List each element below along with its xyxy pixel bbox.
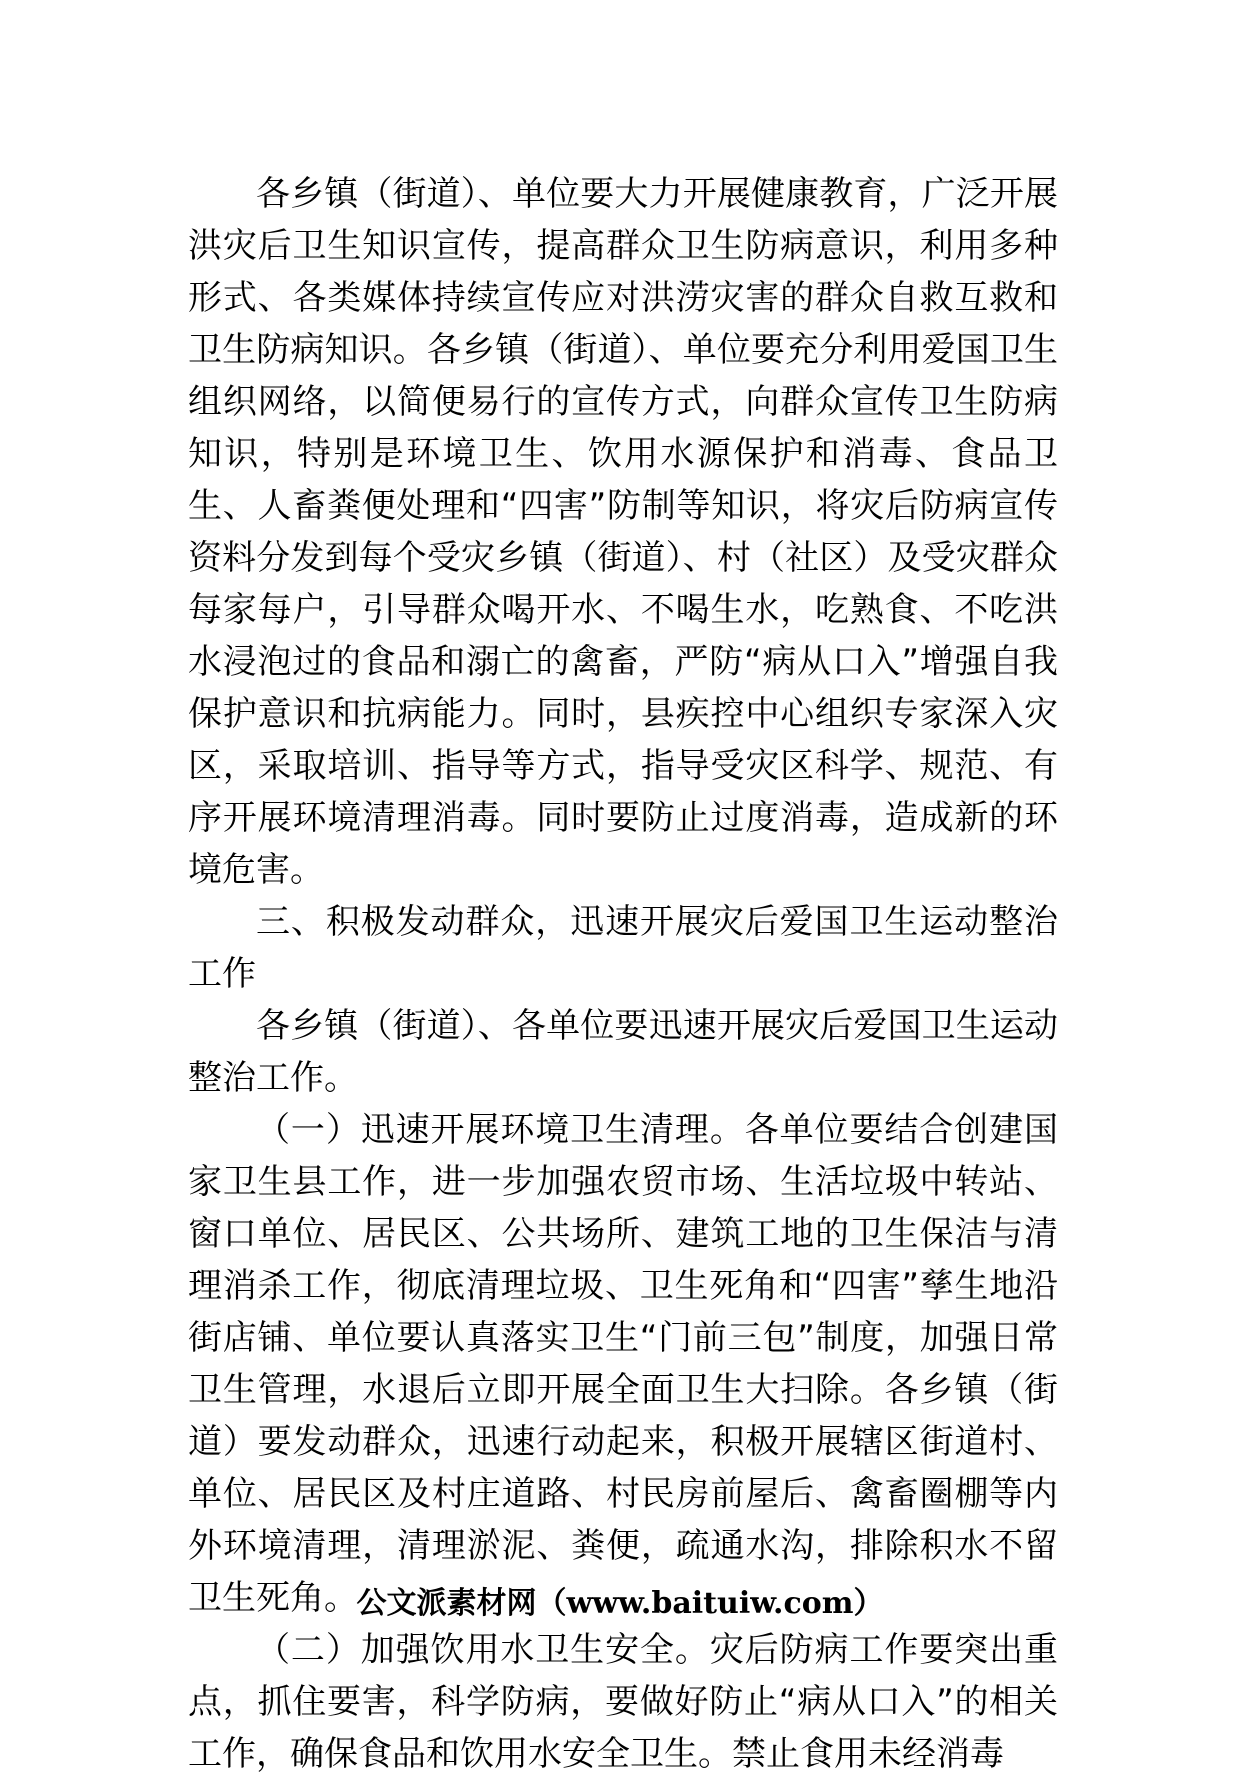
section-heading-3: 三、积极发动群众，迅速开展灾后爱国卫生运动整治工作 [188,902,1058,994]
paragraph-section-intro: 各乡镇（街道）、各单位要迅速开展灾后爱国卫生运动整治工作。 [188,1006,1058,1098]
footer-watermark: 公文派素材网（www.baituiw.com） [356,1586,884,1621]
paragraph-drinking-water: （二）加强饮用水卫生安全。灾后防病工作要突出重点，抓住要害，科学防病，要做好防止“病从口入”的相关工作，确保食品和饮用水安全卫生。禁止食用未经消毒 [188,1630,1058,1774]
document-body [188,168,1058,1780]
paragraph-environment-cleanup: （一）迅速开展环境卫生清理。各单位要结合创建国家卫生县工作，进一步加强农贸市场、生活垃圾中转站、窗口单位、居民区、公共场所、建筑工地的卫生保洁与清理消杀工作，彻底清理垃圾、卫生死角和“四害”孳生地沿街店铺、单位要认真落实卫生“门前三包”制度，加强日常卫生管理，水退后立即开展全面卫生大扫除。各乡镇（街道）要发动群众，迅速行动起来，积极开展辖区街道村、单位、居民区及村庄道路、村民房前屋后、禽畜圈棚等内外环境清理，清理淤泥、粪便，疏通水沟，排除积水不留卫生死角。 [188,1110,1058,1618]
paragraph-health-education: 各乡镇（街道）、单位要大力开展健康教育，广泛开展洪灾后卫生知识宣传，提高群众卫生防病意识，利用多种形式、各类媒体持续宣传应对洪涝灾害的群众自救互救和卫生防病知识。各乡镇（街道）、单位要充分利用爱国卫生组织网络，以简便易行的宣传方式，向群众宣传卫生防病知识，特别是环境卫生、饮用水源保护和消毒、食品卫生、人畜粪便处理和“四害”防制等知识，将灾后防病宣传资料分发到每个受灾乡镇（街道）、村（社区）及受灾群众每家每户，引导群众喝开水、不喝生水，吃熟食、不吃洪水浸泡过的食品和溺亡的禽畜，严防“病从口入”增强自我保护意识和抗病能力。同时，县疾控中心组织专家深入灾区，采取培训、指导等方式，指导受灾区科学、规范、有序开展环境清理消毒。同时要防止过度消毒，造成新的环境危害。 [188,174,1058,890]
